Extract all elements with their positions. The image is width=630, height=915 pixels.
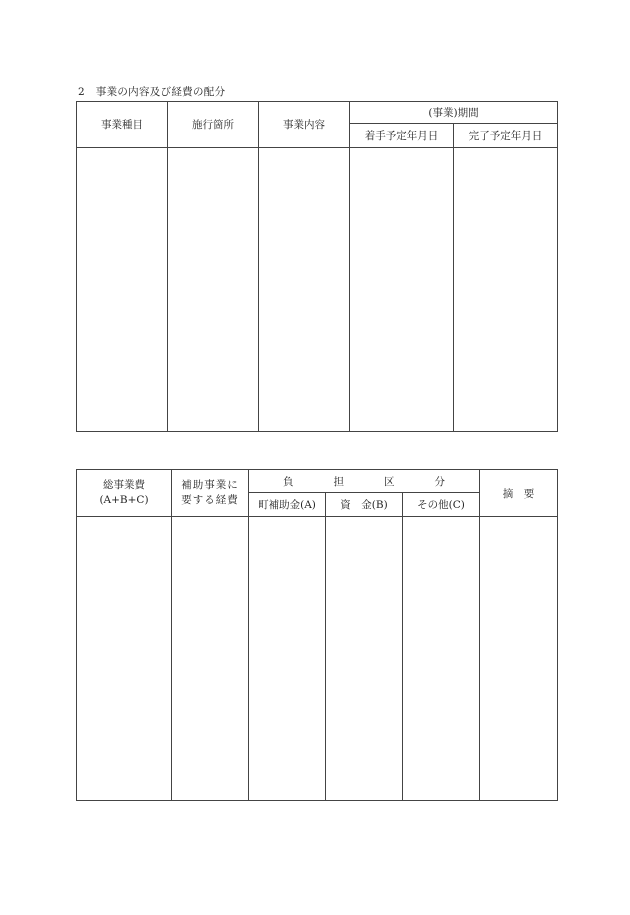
cell-fund[interactable]: [326, 517, 403, 801]
header-fund: 資 金(B): [326, 493, 403, 517]
cell-other[interactable]: [403, 517, 480, 801]
header-total-cost-line2: (A+B+C): [99, 494, 149, 506]
cell-total-cost[interactable]: [77, 517, 172, 801]
business-content-table: [76, 101, 558, 432]
burden-char: 担: [333, 475, 344, 488]
cell-remarks[interactable]: [480, 517, 558, 801]
cell-location[interactable]: [168, 148, 259, 432]
cost-allocation-table: [76, 469, 558, 801]
cell-town-subsidy[interactable]: [249, 517, 326, 801]
cell-business-type[interactable]: [77, 148, 168, 432]
header-subsidy-cost: [172, 470, 249, 517]
header-content: 事業内容: [259, 102, 350, 148]
burden-char: 区: [384, 475, 395, 488]
cell-content[interactable]: [259, 148, 350, 432]
header-burden-division: [249, 470, 480, 493]
burden-char: 負: [283, 475, 294, 488]
burden-char: 分: [434, 475, 445, 488]
header-subsidy-cost-line2: 要する経費: [181, 494, 239, 506]
header-location: 施行箇所: [168, 102, 259, 148]
header-business-type: 事業種目: [77, 102, 168, 148]
header-period: (事業)期間: [350, 102, 558, 124]
header-total-cost-line1: 総事業費: [103, 479, 145, 491]
header-start-date: 着手予定年月日: [350, 124, 454, 148]
cell-subsidy-cost[interactable]: [172, 517, 249, 801]
cell-end-date[interactable]: [454, 148, 558, 432]
header-remarks: 摘 要: [480, 470, 558, 517]
section-title: 2 事業の内容及び経費の配分: [78, 86, 226, 98]
header-subsidy-cost-line1: 補助事業に: [181, 479, 239, 491]
header-end-date: 完了予定年月日: [454, 124, 558, 148]
header-town-subsidy: 町補助金(A): [249, 493, 326, 517]
header-total-cost: [77, 470, 172, 517]
cell-start-date[interactable]: [350, 148, 454, 432]
header-other: その他(C): [403, 493, 480, 517]
